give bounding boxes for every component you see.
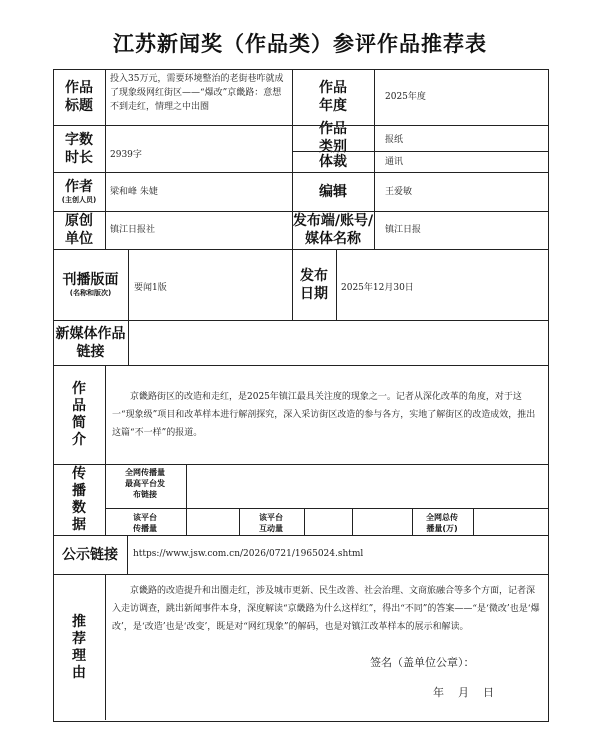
- org-value: 镇江日报社: [110, 225, 156, 235]
- category-label-line: 类别: [319, 139, 347, 155]
- recommend-label-char: 荐: [72, 630, 86, 647]
- public-link-label: [53, 535, 127, 574]
- spread-label: [53, 464, 105, 535]
- recommend-label: [53, 574, 105, 721]
- recommend-label-char: 由: [72, 664, 86, 681]
- platform-volume-label-line: 传播量: [133, 524, 157, 533]
- genre-value: 通讯: [385, 157, 404, 167]
- summary-label-char: 作: [72, 380, 86, 397]
- year-label-line: 作品: [319, 80, 347, 96]
- org-label-line: 原创: [65, 213, 93, 229]
- col-divider: [128, 320, 129, 365]
- page-label: [53, 249, 128, 320]
- word-count-label: [53, 125, 105, 172]
- spread-label-char: 传: [72, 465, 86, 482]
- word-count-value: 2939字: [110, 150, 142, 160]
- year-label: [292, 69, 374, 125]
- spread-link-label-line: 最高平台发: [125, 479, 165, 488]
- date-label-line: 发布: [300, 267, 328, 284]
- row-divider: [53, 574, 548, 575]
- col-divider: [473, 508, 474, 535]
- col-divider: [128, 249, 129, 320]
- signature-line: 签名（盖单位公章）：: [370, 656, 475, 669]
- publisher-label-line: 媒体名称: [305, 231, 361, 247]
- recommend-text: 京畿路的改造提升和出圈走红，涉及城市更新、民生改善、社会治理、文商旅融合等多个方面，记者深入走访调查，跳出新闻事件本身，深度解读“京畿路为什么这样红”，得出“不同”的答案——“是‘微改’也是‘爆改’，是‘改造’也是‘改变’，既是对“网红现象”的解码，也是对镇江改革样本的展示和解读。: [112, 586, 540, 632]
- editor-value: 王爱敏: [385, 187, 413, 197]
- editor-label: [292, 172, 374, 211]
- publisher-label: [292, 211, 374, 249]
- summary-text: 京畿路街区的改造和走红，是2025年镇江最具关注度的现象之一。记者从深化改革的角度，对于这一“现象级”项目和改革样本进行解剖探究，深入采访街区改造的参与各方，实地了解街区的改造成效，推出这篇“不一样”的报道。: [112, 392, 536, 438]
- category-value: 报纸: [385, 135, 404, 145]
- col-divider: [304, 508, 305, 535]
- col-divider: [105, 69, 106, 249]
- spread-link-label-line: 全网传播量: [125, 468, 165, 477]
- date-value: 2025年12月30日: [341, 283, 414, 293]
- editor-label-text: 编辑: [319, 183, 347, 200]
- platform-volume-label-line: 该平台: [133, 513, 157, 522]
- recommend-label-char: 理: [72, 647, 86, 664]
- total-volume-label: [412, 512, 472, 534]
- page-label-text: 刊播版面: [62, 272, 119, 288]
- work-title-label-line: 作品: [65, 80, 93, 96]
- recommend-label-char: 推: [72, 613, 86, 630]
- col-divider: [336, 249, 337, 320]
- new-media-label-line: 链接: [76, 343, 105, 360]
- year-label-line: 年度: [319, 98, 347, 114]
- row-divider: [53, 365, 548, 366]
- public-link-value[interactable]: https://www.jsw.com.cn/2026/0721/1965024.shtml: [133, 549, 364, 559]
- work-title-value: 投入35万元，需要环境整治的老街巷咋就成了现象级网红街区——“爆改”京畿路：意想不到走红，情理之中出圈: [110, 74, 284, 112]
- spread-label-char: 数: [72, 499, 86, 516]
- work-title-label-line: 标题: [65, 98, 93, 114]
- spread-label-char: 播: [72, 482, 86, 499]
- spread-link-label: [106, 467, 184, 500]
- publisher-label-line: 发布端/账号/: [292, 213, 374, 229]
- row-divider: [53, 535, 548, 536]
- date-fill-line: 年 月 日: [433, 686, 494, 699]
- word-count-label-line: 时长: [65, 149, 93, 166]
- publisher-value: 镇江日报: [385, 225, 422, 235]
- new-media-label-line: 新媒体作品: [55, 325, 126, 342]
- summary-label-char: 介: [72, 431, 86, 448]
- public-link-label-text: 公示链接: [62, 546, 118, 563]
- spread-link-label-line: 布链接: [133, 490, 157, 499]
- col-divider: [374, 69, 375, 249]
- author-note: (主创人员): [61, 196, 97, 204]
- col-divider: [127, 535, 128, 574]
- col-divider: [186, 464, 187, 535]
- new-media-label: [53, 320, 128, 365]
- summary-label-char: 简: [72, 414, 86, 431]
- col-divider: [105, 365, 106, 535]
- year-value: 2025年度: [385, 92, 426, 102]
- genre-label-text: 体裁: [319, 153, 347, 170]
- word-count-label-line: 字数: [65, 131, 93, 148]
- platform-interact-label: [240, 512, 302, 534]
- total-volume-label-line: 播量(万): [426, 524, 458, 533]
- platform-interact-label-line: 该平台: [259, 513, 283, 522]
- summary-label-char: 品: [72, 397, 86, 414]
- total-volume-label-line: 全网总传: [426, 513, 458, 522]
- org-label: [53, 211, 105, 249]
- category-label-line: 作品: [319, 121, 347, 137]
- date-label: [292, 249, 336, 320]
- row-divider: [105, 508, 548, 509]
- row-divider: [53, 464, 548, 465]
- author-label: [53, 172, 105, 211]
- page-note: (名称和版次): [69, 289, 112, 297]
- genre-label: [292, 151, 374, 172]
- spread-label-char: 据: [72, 516, 86, 533]
- col-divider: [352, 508, 353, 535]
- author-label-text: 作者: [65, 179, 93, 195]
- category-label: [292, 121, 374, 155]
- date-label-line: 日期: [300, 285, 328, 302]
- summary-label: [53, 365, 105, 464]
- work-title-label: [53, 69, 105, 125]
- org-label-line: 单位: [65, 231, 93, 247]
- col-divider: [105, 574, 106, 720]
- platform-volume-label: [106, 512, 184, 534]
- page-value: 要闻1版: [134, 283, 167, 293]
- page-title: 江苏新闻奖（作品类）参评作品推荐表: [113, 31, 487, 56]
- author-value: 梁和峰 朱婕: [110, 187, 158, 197]
- platform-interact-label-line: 互动量: [259, 524, 283, 533]
